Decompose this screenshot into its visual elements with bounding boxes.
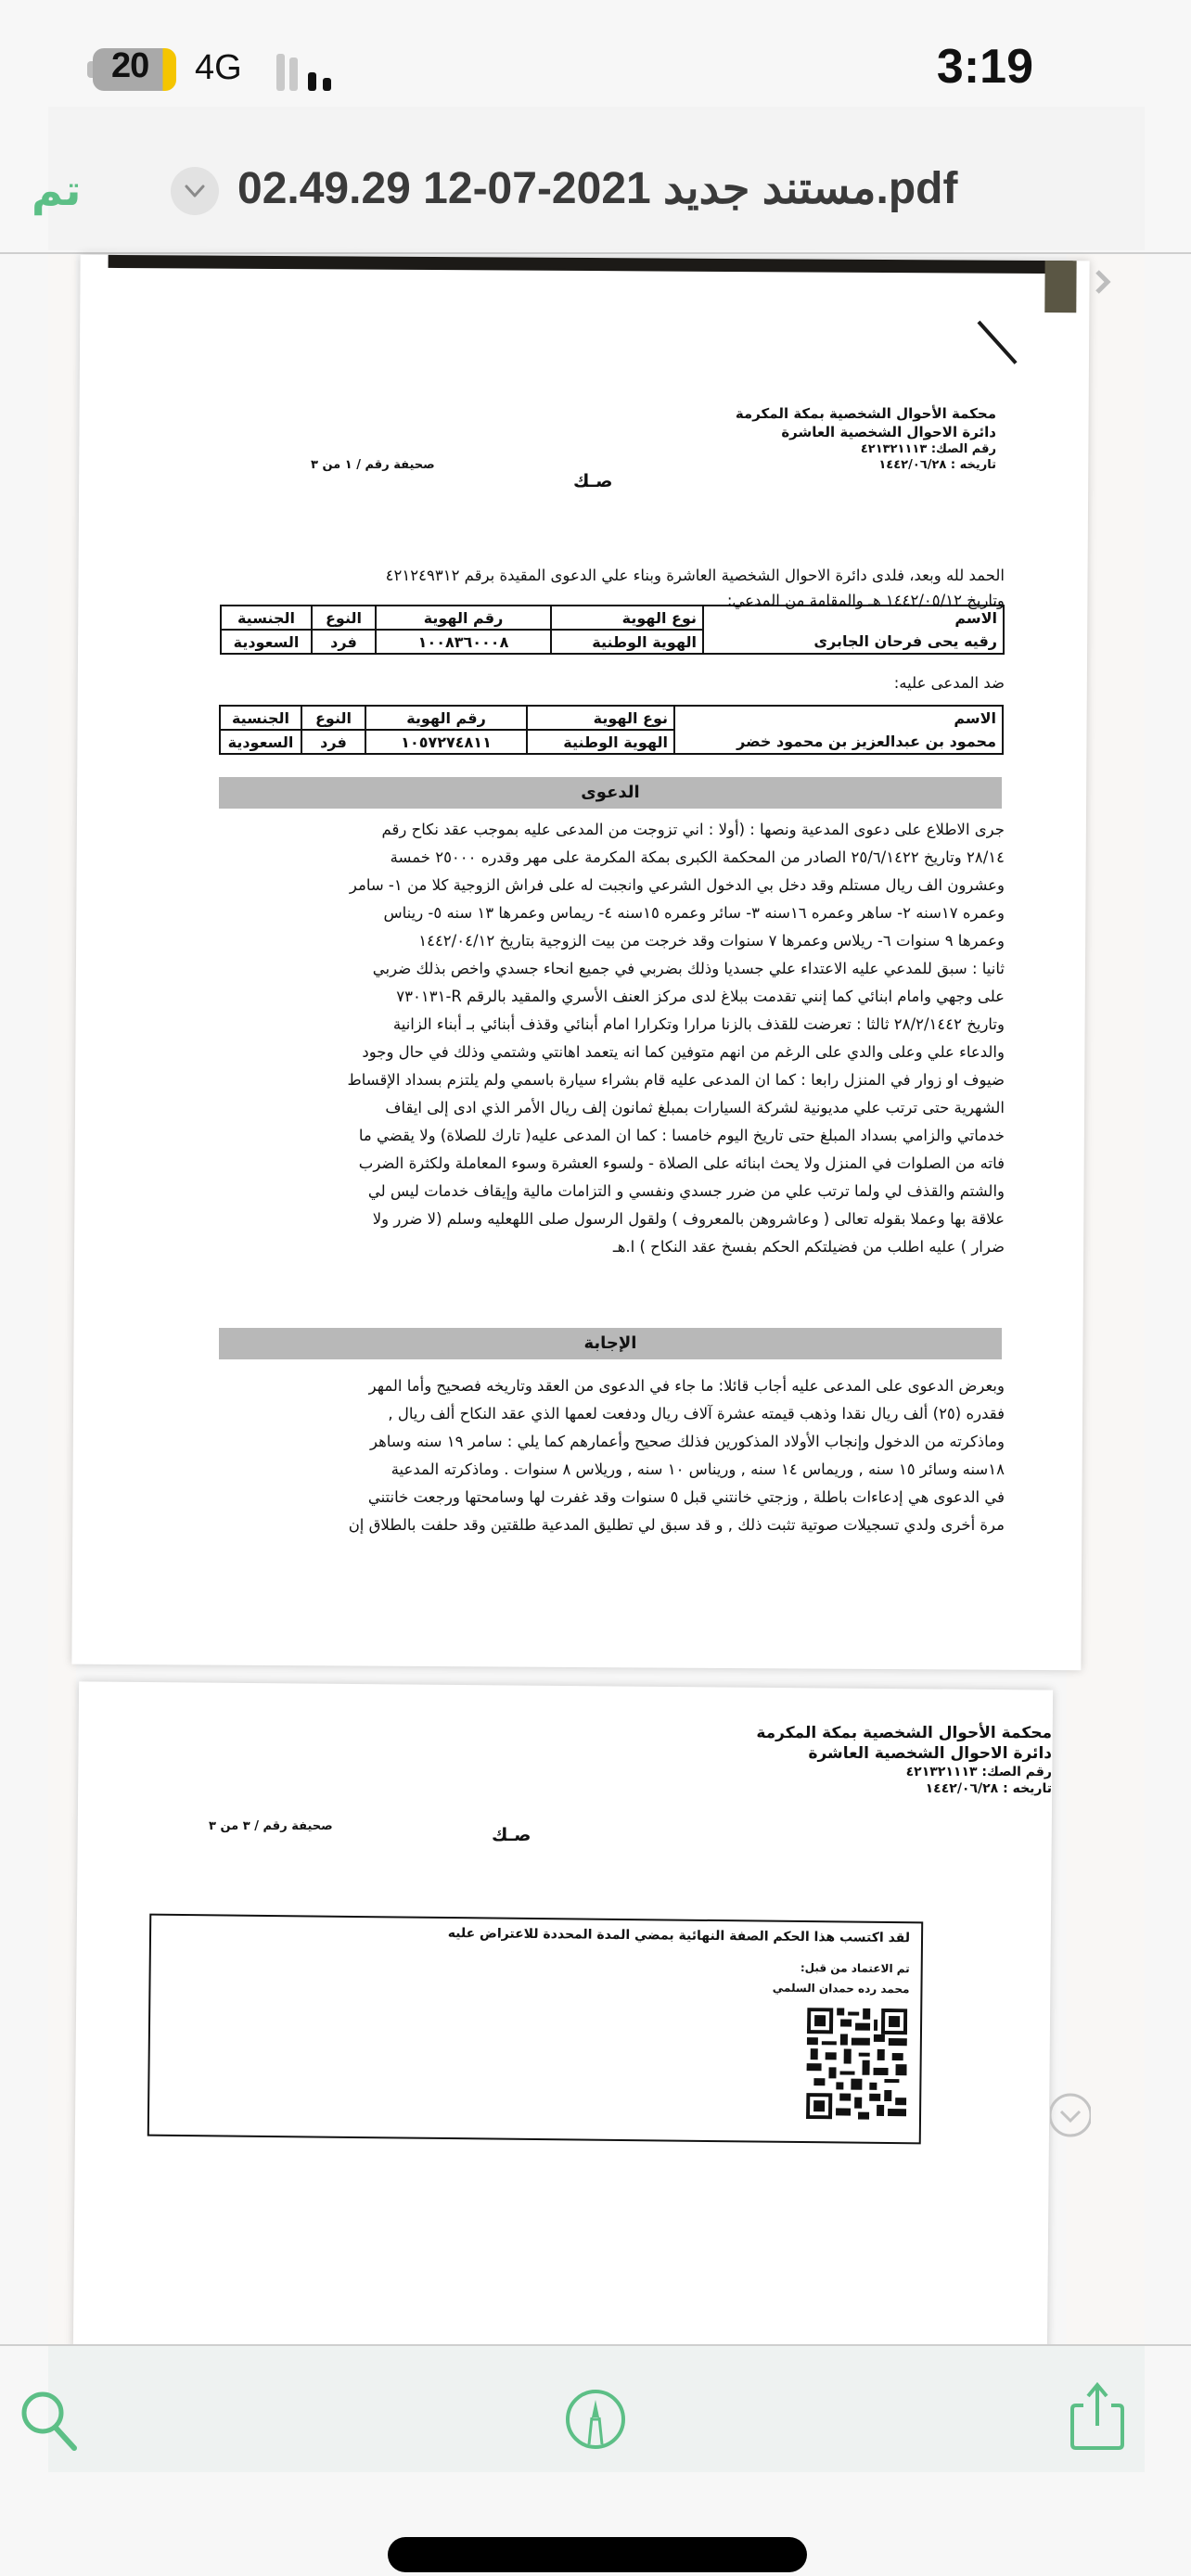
claim-line: الشهرية حتى ترتب علي مديونية لشركة السيارات بمبلغ ثمانون إلف ريال الأمر الذي ادى إلى ايقاف (385, 1099, 1005, 1116)
defendant-id-number: ١٠٥٧٢٧٤٨١١ (365, 730, 527, 754)
claim-line: خدماتي والزامي بسداد المبلغ حتى تاريخ اليوم خامسا : كما ان المدعى عليه( تارك للصلاة) ولا يقضي ما (358, 1127, 1005, 1144)
claim-line: ضيوف او زوار في المنزل رابعا : كما ان المدعى عليه قام بشراء سيارة باسمي ولم يلتزم بسداد الإقساط (347, 1071, 1005, 1089)
page-number: صحيفة رقم / ١ من ٣ (311, 458, 435, 472)
battery-level: 20 (111, 46, 149, 85)
header-name: الاسم (674, 706, 1003, 730)
claim-line: علاقة بها وعملا بقوله تعالى ( وعاشروهن بالمعروف ) ولقول الرسول صلى اللهعليه وسلم (لا ضرر ولا (372, 1210, 1005, 1228)
deed-number: رقم الصك: ٤٢١٣٢١١١٣ (860, 442, 996, 456)
answer-line: ١٨سنه وسائر ١٥ سنه , وريماس ١٤ سنه , وريناس ١٠ سنه , وريلاس ٨ سنوات . وماذكرته المدعية (391, 1460, 1005, 1478)
claim-line: ثانيا : سبق للمدعي عليه الاعتداء علي جسديا وذلك بضربي في جميع انحاء جسدي واخص بذلك ضربي (372, 960, 1005, 977)
approved-by-label: تم الاعتماد من قبل: (800, 1960, 910, 1976)
markup-icon[interactable] (564, 2387, 627, 2452)
claim-line: جرى الاطلاع على دعوى المدعية ونصها : (أولا : اني تزوجت من المدعى عليه بموجب عقد نكاح رقم (381, 821, 1005, 838)
plaintiff-nationality: السعودية (221, 630, 312, 654)
answer-line: وماذكرته من الدخول وإنجاب الأولاد المذكورين فذلك صحيح وأعمارهم كما يلي : سامر ١٩ سنه وساهر (369, 1433, 1005, 1450)
court-header (756, 1723, 1052, 1797)
claim-line: والدعاء علي وعلى والدي على الرغم من انهم متوفين كما انه يتعمد اهانتي وشتمي وذلك في حال وجود (362, 1043, 1005, 1061)
header-id-type: نوع الهوية (527, 706, 674, 730)
intro-line: الحمد لله وبعد، فلدى دائرة الاحوال الشخصية العاشرة وبناء علي الدعوى المقيدة برقم ٤٢١٢٤٩٣١٢ (385, 567, 1005, 584)
answer-line: وبعرض الدعوى على المدعى عليه أجاب قائلا: ما جاء في الدعوى من العقد وتاريخه فصحيح وأما المهر (368, 1377, 1005, 1395)
claim-line: ٢٨/١٤ وتاريخ ٢٥/٦/١٤٢٢ الصادر من المحكمة الكبرى بمكة المكرمة على مهر وقدره ٢٥٠٠٠ خمسة (390, 848, 1005, 866)
answer-line: في الدعوى هي إدعاءات باطلة , وزجتي خانتني قبل ٥ سنوات وقد غفرت لها وسامحتها ورجعت خانتني (367, 1488, 1005, 1506)
deed-date: تاريخه : ١٤٤٢/٠٦/٢٨ (925, 1781, 1052, 1796)
claim-line: فاته من الصلوات في المنزل ولا يحث ابنائه على الصلاة - ولسوء العشرة وسوء المعاملة ولكثرة الضرب (358, 1154, 1005, 1172)
intro-line: وتاريخ ١٤٤٢/٠٥/١٢ هـ والمقامة من المدعي: (726, 592, 1005, 609)
header-id-number: رقم الهوية (376, 606, 551, 630)
claim-line: ضرار ) عليه اطلب من فضيلتكم الحكم بفسخ عقد النكاح ) ا.هـ (612, 1238, 1005, 1256)
deed-number: رقم الصك: ٤٢١٣٢١١١٣ (905, 1765, 1052, 1779)
defendant-name: محمود بن عبدالعزيز بن محمود خضر (674, 730, 1003, 754)
header-id-type: نوع الهوية (551, 606, 703, 630)
header-id-number: رقم الهوية (365, 706, 527, 730)
claim-line: وعشرون الف ريال مستلم وقد دخل بي الدخول الشرعي وانجبت له على فراش الزوجية كلا من ١- سامر (349, 876, 1005, 894)
department-name: دائرة الاحوال الشخصية العاشرة (808, 1744, 1052, 1763)
sak-heading: صـك (573, 471, 613, 491)
claim-line: وعمرها ٩ سنوات ٦- ريلاس وعمرها ٧ سنوات وقد خرجت من بيت الزوجية بتاريخ ١٤٤٢/٠٤/١٢ (418, 932, 1005, 950)
answer-heading: الإجابة (219, 1328, 1002, 1359)
plaintiff-id-number: ١٠٠٨٣٦٠٠٠٨ (376, 630, 551, 654)
claim-line: وعمره ١٧سنه ٢- ساهر وعمره ١٦سنه ٣- سائر وعمره ١٥سنه ٤- ريماس وعمرها ١٣ سنه ٥- ريناس (383, 904, 1005, 922)
done-button[interactable]: تم (32, 165, 82, 215)
sak-heading: صـك (492, 1825, 531, 1845)
claim-line: وتاريخ ٢٨/٢/١٤٤٢ ثالثا : تعرضت للقذف بالزنا مرارا وتكرارا امام أبنائي وقذف أبنائي بـ أبناء الزانية (392, 1015, 1005, 1033)
approver-name: محمد رده حمدان السلمي (772, 1981, 910, 1996)
header-nationality: الجنسية (220, 706, 301, 730)
network-type: 4G (195, 48, 242, 87)
plaintiff-name: رقيه يحى فرحان الجابرى (703, 630, 1004, 654)
header-type: النوع (301, 706, 365, 730)
clock: 3:19 (936, 40, 1033, 94)
defendant-label-text: ضد المدعى عليه: (893, 674, 1005, 692)
header-name: الاسم (703, 606, 1004, 630)
qr-code (806, 2008, 907, 2120)
finality-text: لقد اكتسب هذا الحكم الصفة النهائية بمضي المدة المحددة للاعتراض عليه (447, 1926, 911, 1946)
defendant-nationality: السعودية (220, 730, 301, 754)
deed-date: تاريخه : ١٤٤٢/٠٦/٢٨ (878, 458, 996, 472)
answer-line: فقدره (٢٥) ألف ريال نقدا وذهب قيمته عشرة آلاف ريال ودفعت لعمها الذي عقد النكاح ألف ريال , (388, 1405, 1005, 1422)
claim-line: والشتم والقذف لي ولما ترتب علي من ضرر جسدي ونفسي و التزامات مالية وإيقاف خدمات ليس لي (367, 1182, 1005, 1200)
page-number: صحيفة رقم / ٣ من ٣ (209, 1819, 333, 1833)
finality-box (147, 1914, 923, 2145)
answer-line: مرة أخرى ولدي تسجيلات صوتية تثبت ذلك , و قد سبق لي تطليق المدعية طلقتين وقد حلفت بالطلاق إن (348, 1516, 1005, 1534)
search-icon[interactable] (17, 2387, 82, 2452)
defendant-id-type: الهوية الوطنية (527, 730, 674, 754)
claim-heading: الدعوى (219, 777, 1002, 809)
defendant-type: فرد (301, 730, 365, 754)
document-title[interactable]: 02.49.29 12-07-2021 مستند جديد.pdf (237, 164, 958, 213)
scroll-down-icon[interactable] (1050, 2088, 1091, 2142)
home-indicator[interactable] (388, 2537, 807, 2572)
share-icon[interactable] (1065, 2381, 1130, 2455)
header-type: النوع (312, 606, 376, 630)
plaintiff-type: فرد (312, 630, 376, 654)
header-nationality: الجنسية (221, 606, 312, 630)
department-name: دائرة الاحوال الشخصية العاشرة (781, 424, 996, 440)
court-name: محكمة الأحوال الشخصية بمكة المكرمة (756, 1724, 1052, 1742)
claim-line: على وجهي وامام ابنائي كما إنني تقدمت ببلاغ لدى مركز العنف الأسري والمقيد بالرقم R-٧٣٠١٣١ (396, 988, 1005, 1005)
court-name: محكمة الأحوال الشخصية بمكة المكرمة (735, 405, 996, 422)
plaintiff-id-type: الهوية الوطنية (551, 630, 703, 654)
